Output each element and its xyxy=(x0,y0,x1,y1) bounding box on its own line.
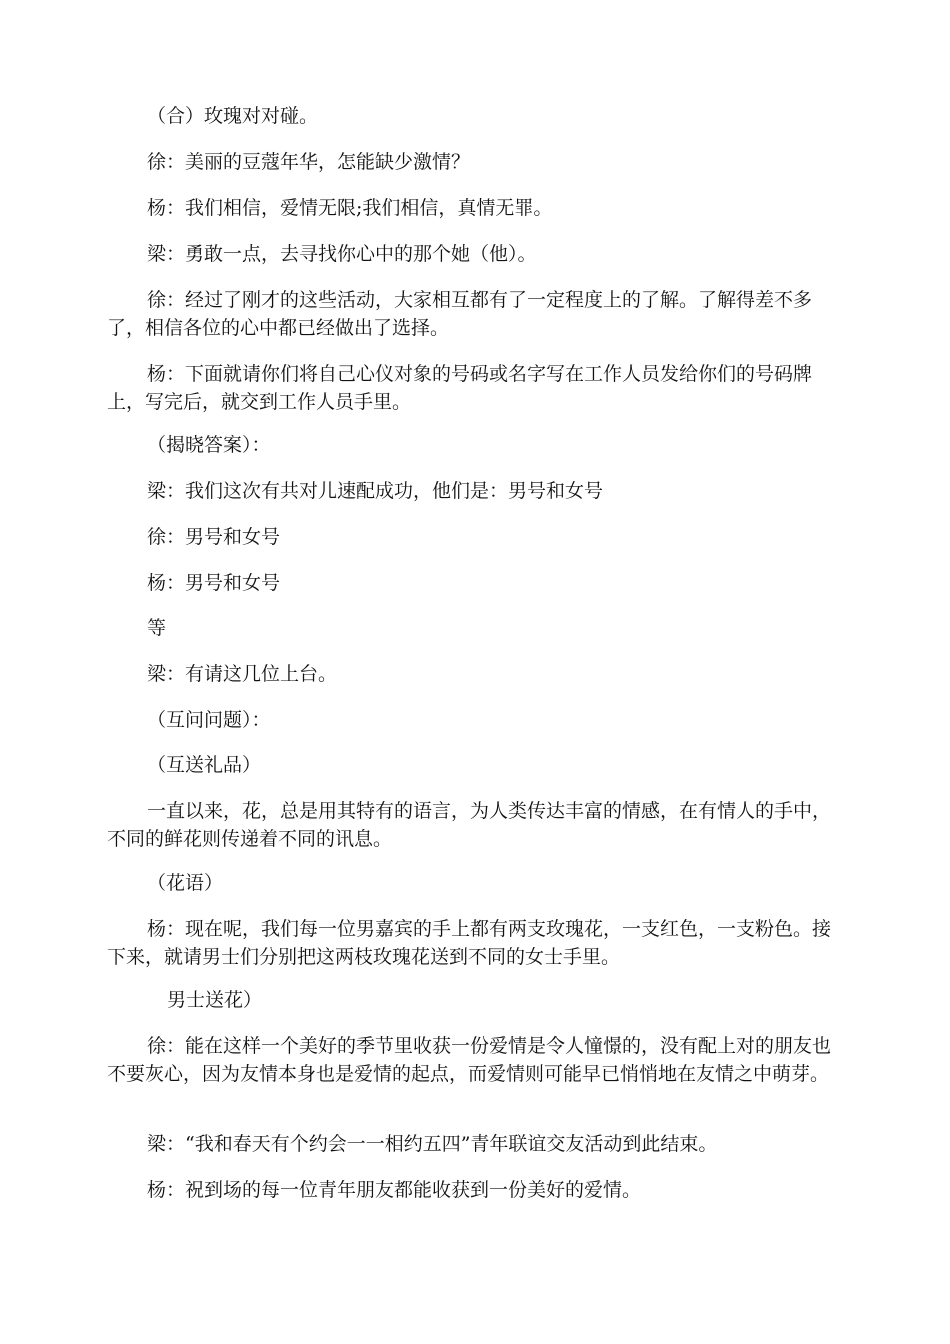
paragraph-5: 徐：经过了刚才的这些活动，大家相互都有了一定程度上的了解。了解得差不多了，相信各位的心中都已经做出了选择。 xyxy=(107,289,813,339)
paragraph-7: （揭晓答案）： xyxy=(147,434,271,456)
paragraph-16: （花语） xyxy=(147,872,224,894)
paragraph-12: 梁：有请这几位上台。 xyxy=(147,663,338,685)
paragraph-13: （互问问题）： xyxy=(147,709,271,731)
paragraph-20: 梁：“我和春天有个约会一一相约五四”青年联谊交友活动到此结束。 xyxy=(147,1133,718,1155)
paragraph-14: （互送礼品） xyxy=(147,754,262,776)
paragraph-15: 一直以来，花，总是用其特有的语言，为人类传达丰富的情感，在有情人的手中，不同的鲜花则传递着不同的讯息。 xyxy=(107,800,832,850)
paragraph-2: 徐：美丽的豆蔻年华，怎能缺少激情？ xyxy=(147,151,471,173)
paragraph-19: 徐：能在这样一个美好的季节里收获一份爱情是令人憧憬的，没有配上对的朋友也不要灰心，因为友情本身也是爱情的起点，而爱情则可能早已悄悄地在友情之中萌芽。 xyxy=(107,1035,832,1085)
paragraph-9: 徐：男号和女号 xyxy=(147,526,281,548)
paragraph-10: 杨：男号和女号 xyxy=(147,572,281,594)
paragraph-1: （合）玫瑰对对碰。 xyxy=(147,105,319,127)
paragraph-6: 杨：下面就请你们将自己心仪对象的号码或名字写在工作人员发给你们的号码牌上，写完后，就交到工作人员手里。 xyxy=(107,363,813,413)
paragraph-4: 梁：勇敢一点，去寻找你心中的那个她（他）。 xyxy=(147,243,537,265)
paragraph-18: 男士送花） xyxy=(167,989,263,1011)
paragraph-21: 杨：祝到场的每一位青年朋友都能收获到一份美好的爱情。 xyxy=(147,1179,642,1201)
paragraph-11: 等 xyxy=(147,617,167,639)
paragraph-3: 杨：我们相信，爱情无限;我们相信，真情无罪。 xyxy=(147,197,553,219)
paragraph-8: 梁：我们这次有共对儿速配成功，他们是：男号和女号 xyxy=(147,480,604,502)
paragraph-17: 杨：现在呢，我们每一位男嘉宾的手上都有两支玫瑰花，一支红色，一支粉色。接下来，就请男士们分别把这两枝玫瑰花送到不同的女士手里。 xyxy=(107,918,832,968)
